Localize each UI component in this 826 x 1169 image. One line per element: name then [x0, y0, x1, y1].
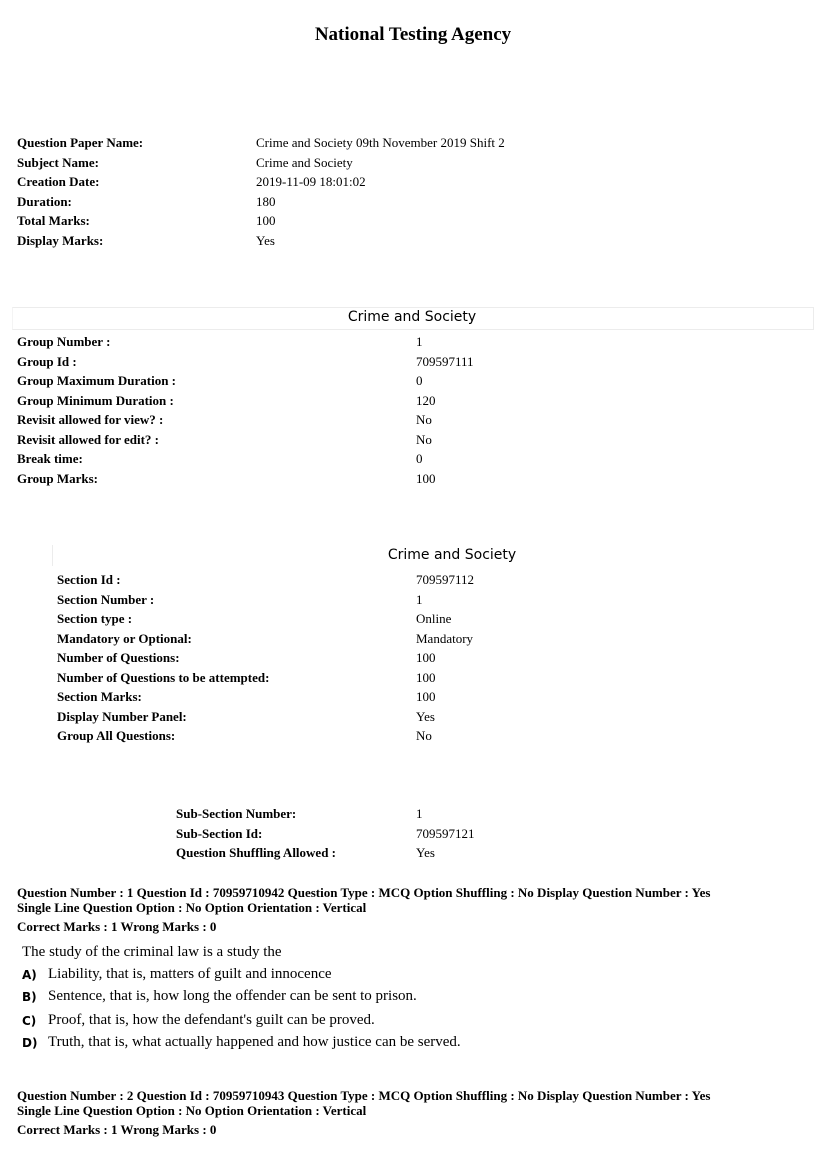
section-info-row — [57, 726, 474, 746]
question-marks: Correct Marks : 1 Wrong Marks : 0 — [17, 919, 217, 934]
question-1-meta — [17, 886, 817, 935]
group-info-label: Group Marks: — [17, 470, 99, 486]
section-info-value: No — [416, 728, 432, 743]
section-info-row — [57, 629, 474, 649]
paper-info-value: Crime and Society — [256, 154, 353, 170]
option-b — [22, 988, 417, 1005]
subsection-info-row — [176, 843, 475, 863]
subsection-info-value: 709597121 — [416, 825, 475, 841]
paper-info-value: Crime and Society 09th November 2019 Shift 2 — [256, 135, 505, 150]
section-info-label: Section Number : — [57, 591, 155, 607]
group-info-label: Break time: — [17, 451, 83, 466]
paper-info-label: Question Paper Name: — [17, 135, 144, 150]
section-info-value: Online — [416, 611, 452, 626]
section-info-value: 100 — [416, 689, 436, 704]
group-info-row — [17, 332, 474, 352]
option-a — [22, 966, 332, 983]
section-info-label: Number of Questions: — [57, 650, 180, 665]
group-info-row — [17, 449, 474, 469]
question-marks: Correct Marks : 1 Wrong Marks : 0 — [17, 1122, 217, 1137]
question-meta-line: Question Number : 2 Question Id : 70959710943 Question Type : MCQ Option Shuffling : No Display Question Number : Yes — [17, 1088, 711, 1103]
section-info-value: Mandatory — [416, 630, 474, 646]
section-info-value: 100 — [416, 650, 436, 665]
question-meta-line: Single Line Question Option : No Option Orientation : Vertical — [17, 1102, 367, 1118]
subsection-info-value: 1 — [416, 806, 423, 821]
question-meta-line: Question Number : 1 Question Id : 70959710942 Question Type : MCQ Option Shuffling : No Display Question Number : Yes — [17, 885, 711, 900]
option-label: B) — [22, 990, 37, 1004]
paper-info-row — [17, 192, 505, 212]
option-d — [22, 1034, 461, 1051]
group-info-label: Group Id : — [17, 353, 77, 369]
section-info-label: Group All Questions: — [57, 728, 176, 743]
section-info-label: Section Marks: — [57, 689, 142, 704]
option-text: Proof, that is, how the defendant's guilt can be proved. — [48, 1012, 375, 1028]
group-info-table — [17, 332, 474, 488]
section-info-value: 100 — [416, 669, 436, 685]
section-info-row — [57, 570, 474, 590]
option-text: Truth, that is, what actually happened and how justice can be served. — [48, 1034, 461, 1050]
paper-info-value: 100 — [256, 213, 276, 228]
option-label: A) — [22, 968, 37, 982]
page-title: National Testing Agency — [314, 24, 512, 45]
paper-info-label: Creation Date: — [17, 174, 100, 189]
group-info-value: 0 — [416, 451, 423, 466]
paper-info-row — [17, 211, 505, 231]
section-info-label: Mandatory or Optional: — [57, 630, 192, 646]
paper-info-table — [17, 133, 505, 250]
paper-info-label: Total Marks: — [17, 213, 90, 228]
section-info-row — [57, 609, 474, 629]
section-info-table — [57, 570, 474, 746]
group-info-label: Revisit allowed for view? : — [17, 412, 164, 427]
group-info-row — [17, 469, 474, 489]
group-info-value: No — [416, 412, 432, 427]
paper-info-row — [17, 133, 505, 153]
group-info-value: 1 — [416, 334, 423, 349]
group-info-row — [17, 430, 474, 450]
group-info-value: 100 — [416, 470, 436, 486]
option-label: D) — [22, 1036, 38, 1050]
question-meta-line: Single Line Question Option : No Option Orientation : Vertical — [17, 899, 367, 915]
option-c — [22, 1012, 375, 1029]
section-info-value: 1 — [416, 591, 423, 607]
question-2-meta — [17, 1089, 817, 1138]
subsection-info-row — [176, 804, 475, 824]
group-info-value: No — [416, 431, 432, 447]
section-info-label: Section type : — [57, 611, 133, 626]
group-info-value: 709597111 — [416, 353, 474, 369]
subsection-info-row — [176, 824, 475, 844]
option-text: Sentence, that is, how long the offender can be sent to prison. — [48, 988, 417, 1004]
subsection-info-value: Yes — [416, 845, 435, 860]
section-info-value: Yes — [416, 708, 435, 724]
paper-info-row — [17, 153, 505, 173]
option-label: C) — [22, 1014, 37, 1028]
section-info-label: Number of Questions to be attempted: — [57, 669, 270, 685]
group-info-row — [17, 371, 474, 391]
group-info-value: 0 — [416, 373, 423, 388]
group-info-row — [17, 410, 474, 430]
group-info-label: Group Minimum Duration : — [17, 392, 174, 408]
section-info-row — [57, 648, 474, 668]
subsection-info-table — [176, 804, 475, 863]
paper-info-label: Subject Name: — [17, 154, 99, 170]
section-info-label: Display Number Panel: — [57, 708, 187, 724]
option-text: Liability, that is, matters of guilt and innocence — [48, 966, 332, 982]
paper-info-value: 180 — [256, 193, 276, 209]
paper-info-value: Yes — [256, 232, 275, 248]
group-info-label: Group Number : — [17, 334, 111, 349]
section-info-row — [57, 687, 474, 707]
section-info-row — [57, 668, 474, 688]
paper-info-row — [17, 231, 505, 251]
group-info-label: Revisit allowed for edit? : — [17, 431, 160, 447]
paper-info-row — [17, 172, 505, 192]
section-info-row — [57, 707, 474, 727]
section-info-label: Section Id : — [57, 572, 121, 587]
section-info-row — [57, 590, 474, 610]
section-info-value: 709597112 — [416, 572, 475, 587]
group-info-row — [17, 352, 474, 372]
section-heading: Crime and Society — [387, 547, 517, 563]
paper-info-label: Duration: — [17, 193, 72, 209]
subsection-info-label: Sub-Section Id: — [176, 825, 263, 841]
subsection-info-label: Question Shuffling Allowed : — [176, 845, 337, 860]
group-info-value: 120 — [416, 392, 436, 408]
question-1-text: The study of the criminal law is a study the — [22, 944, 282, 960]
paper-info-label: Display Marks: — [17, 232, 104, 248]
group-info-label: Group Maximum Duration : — [17, 373, 177, 388]
group-info-row — [17, 391, 474, 411]
subsection-info-label: Sub-Section Number: — [176, 806, 297, 821]
group-heading: Crime and Society — [347, 309, 477, 325]
paper-info-value: 2019-11-09 18:01:02 — [256, 174, 366, 189]
